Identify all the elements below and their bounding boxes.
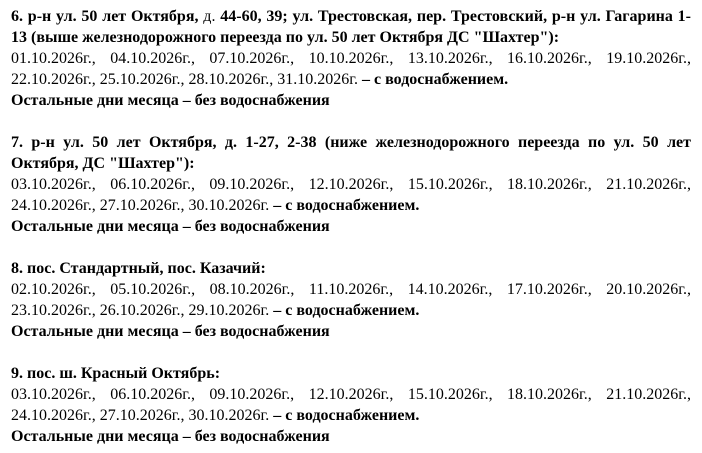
schedule-section-9 <box>11 363 691 447</box>
section-heading <box>11 6 691 48</box>
supply-note: – с водоснабжением. <box>273 197 420 214</box>
section-heading: 8. пос. Стандартный, пос. Казачий: <box>11 260 266 277</box>
dates-list: 03.10.2026г., 06.10.2026г., 09.10.2026г., 12.10.2026г., 15.10.2026г., 18.10.2026г., 21.10.2026г., 24.10.2026г., 27.10.2026г., 30.10.2026г. <box>11 386 691 424</box>
supply-note: – с водоснабжением. <box>273 407 420 424</box>
supply-dates <box>11 279 691 321</box>
dates-list: 03.10.2026г., 06.10.2026г., 09.10.2026г., 12.10.2026г., 15.10.2026г., 18.10.2026г., 21.10.2026г., 24.10.2026г., 27.10.2026г., 30.10.2026г. <box>11 176 691 214</box>
section-heading: 9. пос. ш. Красный Октябрь: <box>11 365 221 382</box>
schedule-section-8 <box>11 258 691 342</box>
heading-text-plain: д. <box>203 8 216 25</box>
no-supply-note: Остальные дни месяца – без водоснабжения <box>11 323 330 340</box>
dates-list: 01.10.2026г., 04.10.2026г., 07.10.2026г., 10.10.2026г., 13.10.2026г., 16.10.2026г., 19.10.2026г., 22.10.2026г., 25.10.2026г., 28.10.2026г., 31.10.2026г. <box>11 50 691 88</box>
supply-dates <box>11 174 691 216</box>
schedule-section-7 <box>11 132 691 237</box>
heading-text: 6. р-н ул. 50 лет Октября, <box>11 8 204 25</box>
heading-text-continued: 44-60, 39; ул. Трестовская, пер. Трестовский, р-н ул. Гагарина 1-13 (выше железнодорожного переезда по ул. 50 лет Октября ДС "Шахтер"): <box>11 8 692 46</box>
supply-note: – с водоснабжением. <box>362 71 509 88</box>
schedule-section-6 <box>11 6 691 111</box>
dates-list: 02.10.2026г., 05.10.2026г., 08.10.2026г., 11.10.2026г., 14.10.2026г., 17.10.2026г., 20.10.2026г., 23.10.2026г., 26.10.2026г., 29.10.2026г. <box>11 281 691 319</box>
section-heading: 7. р-н ул. 50 лет Октября, д. 1-27, 2-38 (ниже железнодорожного переезда по ул. 50 лет Октября, ДС "Шахтер"): <box>11 134 691 172</box>
supply-dates <box>11 384 691 426</box>
no-supply-note: Остальные дни месяца – без водоснабжения <box>11 218 330 235</box>
no-supply-note: Остальные дни месяца – без водоснабжения <box>11 92 330 109</box>
supply-note: – с водоснабжением. <box>273 302 420 319</box>
no-supply-note: Остальные дни месяца – без водоснабжения <box>11 428 330 445</box>
supply-dates <box>11 48 691 90</box>
